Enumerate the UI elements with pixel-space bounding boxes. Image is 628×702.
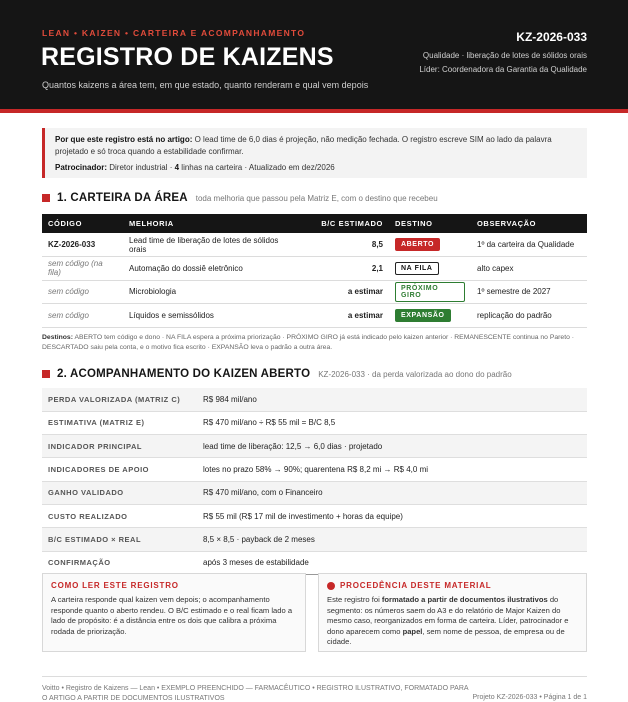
cell-bc: 2,1 (303, 257, 389, 281)
page-subtitle: Quantos kaizens a área tem, em que estado, quanto renderam e qual vem depois (42, 80, 369, 90)
row-key: CONFIRMAÇÃO (42, 551, 197, 574)
header-accent-bar (0, 109, 628, 113)
destinations-legend (42, 333, 587, 353)
table-row (42, 304, 587, 328)
cell-melhoria: Líquidos e semissólidos (123, 304, 303, 328)
table-row (42, 388, 587, 411)
legend-text: ABERTO tem código e dono · NA FILA espera a próxima priorização · PRÓXIMO GIRO já está indicado pelo kaizen anterior · REMANESCENTE continua no Pareto · DESCARTADO saiu pela conta, e o motivo fica escrito · EXPANSÃO leva o padrão a outra área. (42, 334, 575, 351)
row-key: CUSTO REALIZADO (42, 504, 197, 527)
section-portfolio-heading (42, 191, 438, 205)
callout-rows-text: linhas na carteira (181, 163, 243, 172)
row-key: ESTIMATIVA (MATRIZ E) (42, 411, 197, 434)
box-text-part: do segmento: os números saem do A3 e do relatório de Major Kaizen do mesmo caso, reorganizados em forma de carteira. Líder, patrocinador e dono aparecem como (327, 595, 569, 636)
table-row (42, 481, 587, 504)
cell-obs: 1º da carteira da Qualidade (471, 233, 587, 257)
callout-sponsor-text: Diretor industrial (109, 163, 168, 172)
column-header: OBSERVAÇÃO (471, 214, 587, 233)
cell-code: KZ-2026-033 (42, 233, 123, 257)
cell-destino (389, 233, 471, 257)
portfolio-table (42, 214, 587, 328)
status-badge: NA FILA (395, 262, 439, 275)
cell-code: sem código (na fila) (42, 257, 123, 281)
section-marker (42, 194, 50, 202)
callout-rows-count: 4 (174, 163, 180, 172)
doc-id: KZ-2026-033 (516, 30, 587, 44)
footer-page-info: Projeto KZ-2026-033 • Página 1 de 1 (472, 694, 587, 701)
row-key: INDICADOR PRINCIPAL (42, 435, 197, 458)
table-row (42, 280, 587, 304)
header-kicker: LEAN • KAIZEN • CARTEIRA E ACOMPANHAMENTO (42, 28, 306, 38)
status-badge: ABERTO (395, 238, 440, 251)
callout-sponsor-label: Patrocinador: (55, 163, 108, 172)
status-badge: PRÓXIMO GIRO (395, 282, 465, 302)
table-row (42, 257, 587, 281)
column-header: B/C ESTIMADO (303, 214, 389, 233)
cell-code: sem código (42, 304, 123, 328)
status-badge: EXPANSÃO (395, 309, 451, 322)
callout-updated: Atualizado em dez/2026 (248, 163, 335, 172)
row-value: 8,5 × 8,5 · payback de 2 meses (197, 528, 587, 551)
cell-bc: a estimar (303, 280, 389, 304)
box-title: PROCEDÊNCIA DESTE MATERIAL (340, 581, 492, 590)
cell-obs: alto capex (471, 257, 587, 281)
cell-bc: a estimar (303, 304, 389, 328)
table-row (42, 504, 587, 527)
section-tracking-heading (42, 367, 512, 381)
table-row (42, 233, 587, 257)
table-row (42, 551, 587, 574)
row-value: R$ 470 mil/ano, com o Financeiro (197, 481, 587, 504)
section-note: KZ-2026-033 · da perda valorizada ao dono do padrão (318, 369, 512, 379)
record-dot-icon (327, 582, 335, 590)
row-value: lead time de liberação: 12,5 → 6,0 dias · projetado (197, 435, 587, 458)
column-header: DESTINO (389, 214, 471, 233)
callout-lead (55, 134, 577, 158)
cell-destino (389, 304, 471, 328)
footer-left: Voitto • Registro de Kaizens — Lean • EXEMPLO PREENCHIDO — FARMACÊUTICO • REGISTRO ILUSTRATIVO, FORMATADO PARA O ARTIGO A PARTIR DE DOCUMENTOS ILUSTRATIVOS (42, 685, 469, 702)
header (0, 0, 628, 110)
header-meta-line2: Líder: Coordenadora da Garantia da Qualidade (419, 65, 587, 74)
header-meta-line1: Qualidade · liberação de lotes de sólidos orais (422, 51, 587, 60)
box-title: COMO LER ESTE REGISTRO (51, 581, 179, 590)
table-row (42, 435, 587, 458)
callout-lead-text: O lead time de 6,0 dias é projeção, não medição fechada. O registro escreve SIM ao lado da palavra projetado e só troca quando a estabilidade confirmar. (55, 135, 552, 156)
how-to-read-box (42, 573, 306, 652)
table-row (42, 528, 587, 551)
box-text (327, 595, 578, 648)
box-text: A carteira responde qual kaizen vem depois; o acompanhamento responde quanto o aberto rendeu. O B/C estimado e o real ficam lado a lado de propósito: é a distância entre os dois que calibra a próxima rodada de priorização. (51, 595, 293, 636)
article-callout (42, 128, 587, 178)
cell-melhoria: Automação do dossiê eletrônico (123, 257, 303, 281)
row-value: R$ 470 mil/ano ÷ R$ 55 mil = B/C 8,5 (197, 411, 587, 434)
row-value: após 3 meses de estabilidade (197, 551, 587, 574)
cell-destino (389, 257, 471, 281)
legend-label: Destinos: (42, 334, 73, 341)
footer-divider (42, 676, 587, 677)
row-key: B/C ESTIMADO × REAL (42, 528, 197, 551)
box-title-row (327, 581, 578, 590)
column-header: MELHORIA (123, 214, 303, 233)
row-key: INDICADORES DE APOIO (42, 458, 197, 481)
cell-melhoria: Microbiologia (123, 280, 303, 304)
cell-bc: 8,5 (303, 233, 389, 257)
column-header: CÓDIGO (42, 214, 123, 233)
callout-lead-label: Por que este registro está no artigo: (55, 135, 193, 144)
section-note: toda melhoria que passou pela Matriz E, com o destino que recebeu (195, 193, 438, 203)
box-text-part: Este registro foi (327, 595, 382, 604)
table-row (42, 458, 587, 481)
cell-melhoria: Lead time de liberação de lotes de sólidos orais (123, 233, 303, 257)
row-value: lotes no prazo 58% → 90%; quarentena R$ 8,2 mi → R$ 4,0 mi (197, 458, 587, 481)
table-row (42, 411, 587, 434)
row-value: R$ 55 mil (R$ 17 mil de investimento + horas da equipe) (197, 504, 587, 527)
cell-code: sem código (42, 280, 123, 304)
section-title: 2. ACOMPANHAMENTO DO KAIZEN ABERTO (57, 368, 311, 380)
section-marker (42, 370, 50, 378)
box-text-bold: papel (402, 626, 423, 636)
cell-obs: 1º semestre de 2027 (471, 280, 587, 304)
callout-sponsor: Patrocinador: Diretor industrial · 4 linhas na carteira · Atualizado em dez/2026 (55, 163, 335, 172)
table-header-row (42, 214, 587, 233)
box-text-part: , sem nome de pessoa, de empresa ou de cidade. (327, 626, 565, 647)
section-title: 1. CARTEIRA DA ÁREA (57, 192, 188, 204)
cell-obs: replicação do padrão (471, 304, 587, 328)
provenance-box (318, 573, 587, 652)
row-key: PERDA VALORIZADA (MATRIZ C) (42, 388, 197, 411)
box-text-bold: formatado a partir de documentos ilustrativos (381, 595, 548, 604)
row-value: R$ 984 mil/ano (197, 388, 587, 411)
cell-destino (389, 280, 471, 304)
header-meta (419, 30, 587, 77)
tracking-table (42, 388, 587, 575)
row-key: GANHO VALIDADO (42, 481, 197, 504)
page-title: REGISTRO DE KAIZENS (41, 43, 334, 71)
